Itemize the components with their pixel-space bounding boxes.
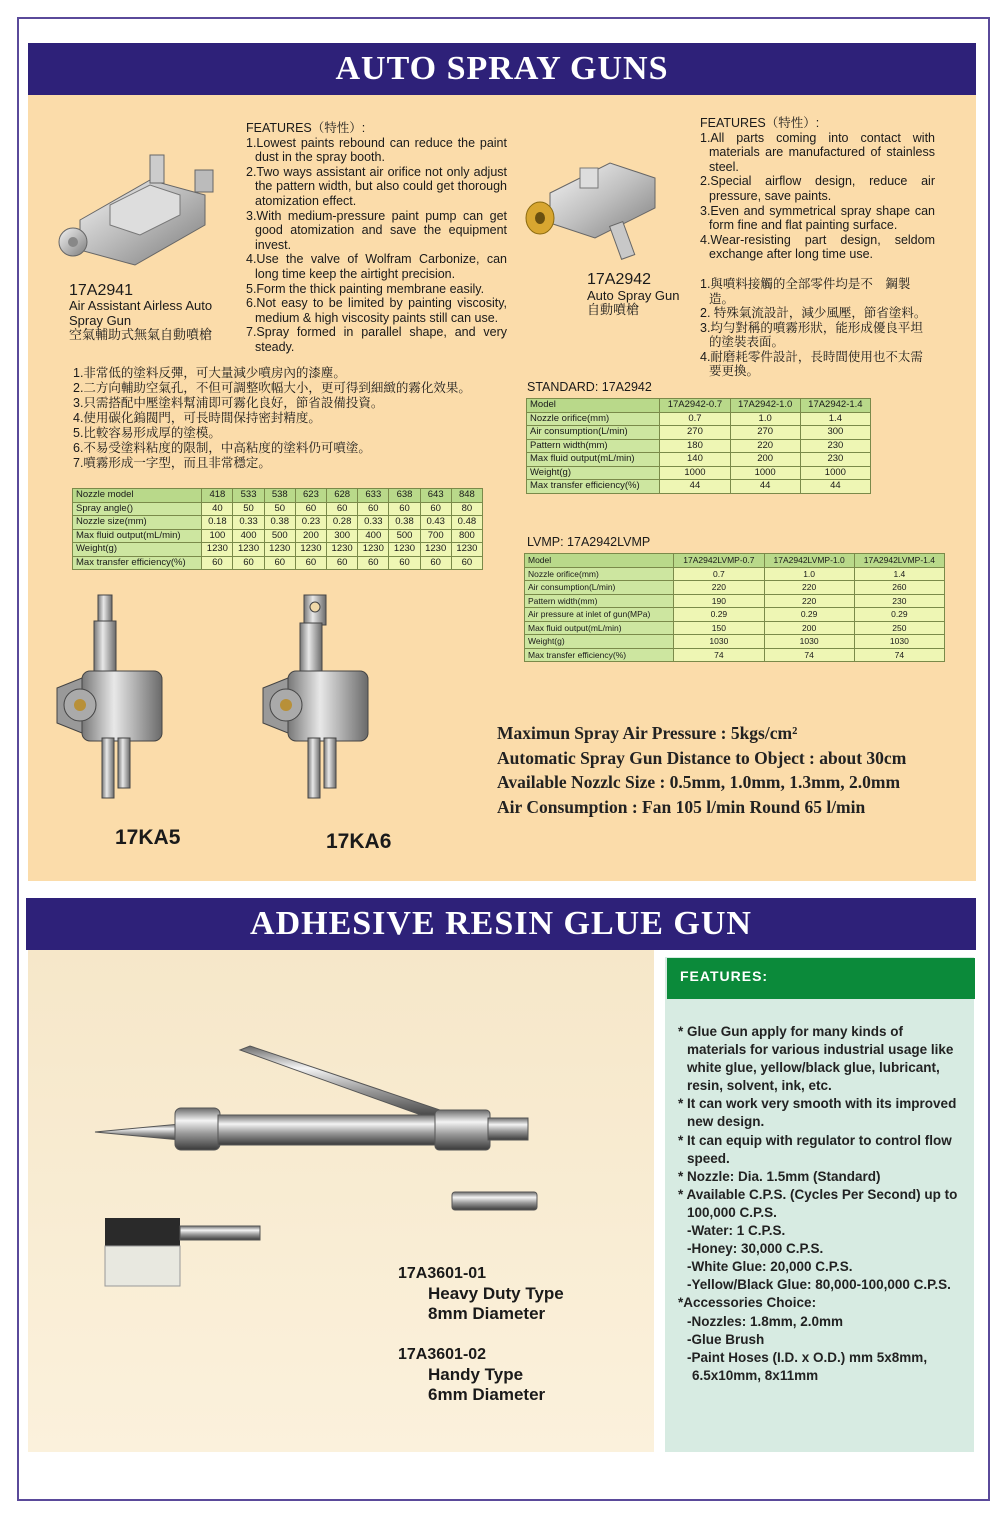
table-header-row <box>525 554 945 568</box>
gun1-desc-zh: 空氣輔助式無氣自動噴槍 <box>69 327 213 342</box>
table-cell: 230 <box>854 594 944 608</box>
table-cell: 40 <box>202 502 233 516</box>
table-cell: 60 <box>389 556 420 570</box>
glue-feature-12: -Glue Brush <box>687 1331 765 1347</box>
table-cell: 800 <box>451 529 482 543</box>
table-cell: 100 <box>202 529 233 543</box>
table-cell: 0.28 <box>327 516 358 530</box>
table-cell: 60 <box>295 502 326 516</box>
table-cell: 74 <box>854 648 944 662</box>
table-cell: 533 <box>233 489 264 503</box>
table-cell: 0.43 <box>420 516 451 530</box>
table-row <box>527 480 871 494</box>
table-cell: 1230 <box>451 543 482 557</box>
spray-gun-17a2941-image <box>55 150 220 270</box>
table-row-label: Weight(g) <box>527 466 660 480</box>
gun1-feature-zh-5: 5.比較容易形成厚的塗模。 <box>73 426 221 440</box>
glue-feature-7: -Honey: 30,000 C.P.S. <box>687 1241 824 1257</box>
table-cell: 1030 <box>764 635 854 649</box>
table-row <box>527 426 871 440</box>
table-cell: 60 <box>358 556 389 570</box>
table-cell: 700 <box>420 529 451 543</box>
table-row-label: Nozzle size(mm) <box>73 516 202 530</box>
table-row <box>527 453 871 467</box>
glue-type1-model: 17A3601-01 <box>398 1265 487 1282</box>
table-row-label: Nozzle orifice(mm) <box>527 412 660 426</box>
lvmp-spec-table <box>524 553 945 662</box>
table-cell: 150 <box>674 621 764 635</box>
table-row <box>73 502 483 516</box>
gun2-desc-zh: 自動噴槍 <box>587 302 640 317</box>
gun1-feature-zh-1: 1.非常低的塗料反彈，可大量減少噴房內的漆塵。 <box>73 366 346 380</box>
table-row-label: Max transfer efficiency(%) <box>73 556 202 570</box>
glue-feature-2: * It can work very smooth with its improved new design. <box>678 1096 957 1130</box>
table-cell: 1230 <box>264 543 295 557</box>
gun1-feature-7: 7.Spray formed in parallel shape, and very steady. <box>246 325 507 354</box>
glue-type2-size: 6mm Diameter <box>428 1385 546 1404</box>
spray-gun-17a2942-image <box>520 148 670 263</box>
spray-gun-17ka6-image <box>258 593 388 808</box>
table-cell: 220 <box>730 439 800 453</box>
gun1-feature-3: 3.With medium-pressure paint pump can get good atomization and save the equipment invest. <box>246 208 507 252</box>
table-cell: 0.33 <box>233 516 264 530</box>
table-cell: 300 <box>327 529 358 543</box>
gun2-feature-zh-4: 4.耐磨耗零件設計，長時間使用也不太需要更換。 <box>700 349 923 378</box>
table-row <box>73 529 483 543</box>
table-cell: 1000 <box>660 466 730 480</box>
gun1-features-zh <box>73 366 513 471</box>
table-cell: 17A2942LVMP-1.0 <box>764 554 854 568</box>
table-cell: 220 <box>674 581 764 595</box>
table-cell: 500 <box>264 529 295 543</box>
table-row-label: Weight(g) <box>73 543 202 557</box>
table-header-row <box>527 399 871 413</box>
glue-features-header <box>667 958 975 999</box>
glue-feature-8: -White Glue: 20,000 C.P.S. <box>687 1259 853 1275</box>
table-cell: 643 <box>420 489 451 503</box>
table-row-label: Pattern width(mm) <box>525 594 674 608</box>
table-row <box>525 635 945 649</box>
nozzle-spec-table <box>72 488 483 570</box>
table-cell: 0.33 <box>358 516 389 530</box>
table-cell: 180 <box>660 439 730 453</box>
spray-gun-17ka5-image <box>52 593 182 808</box>
gun2-features-title: FEATURES（特性）: <box>700 116 820 130</box>
table-row-label: Air consumption(L/min) <box>525 581 674 595</box>
table-row-label: Max transfer efficiency(%) <box>525 648 674 662</box>
table-cell: 633 <box>358 489 389 503</box>
gun2-feature-zh-2: 2. 特殊氣流設計，減少風壓，節省塗料。 <box>700 306 927 320</box>
table-cell: 0.48 <box>451 516 482 530</box>
table-row-label: Max fluid output(mL/min) <box>527 453 660 467</box>
glue-feature-1: * Glue Gun apply for many kinds of materials for various industrial usage like white glue, yellow/black glue, lubricant, resin, solvent, ink, etc. <box>678 1024 954 1094</box>
glue-type2-name: Handy Type <box>428 1365 524 1384</box>
table-row <box>527 439 871 453</box>
table-cell: 623 <box>295 489 326 503</box>
table-cell: 50 <box>264 502 295 516</box>
spray-spec-3: Available Nozzlc Size : 0.5mm, 1.0mm, 1.3mm, 2.0mm <box>497 772 901 792</box>
table-cell: 60 <box>420 502 451 516</box>
table-cell: 17A2942-0.7 <box>660 399 730 413</box>
table-row <box>525 608 945 622</box>
table-cell: 0.29 <box>854 608 944 622</box>
table-header-row <box>73 489 483 503</box>
gun1-feature-zh-2: 2.二方向輔助空氣孔，不但可調整吹幅大小，更可得到細緻的霧化效果。 <box>73 381 471 395</box>
table-cell: 74 <box>764 648 854 662</box>
table-row-label: Max fluid output(mL/min) <box>525 621 674 635</box>
table-cell: 60 <box>233 556 264 570</box>
table-cell: 1230 <box>358 543 389 557</box>
table-cell: 628 <box>327 489 358 503</box>
table-cell: 60 <box>295 556 326 570</box>
spray-spec-4: Air Consumption : Fan 105 l/min Round 65 l/min <box>497 796 866 817</box>
table-cell: 270 <box>660 426 730 440</box>
spray-spec-2: Automatic Spray Gun Distance to Object : about 30cm <box>497 747 907 768</box>
glue-gun-image <box>90 1040 550 1300</box>
table-row <box>525 621 945 635</box>
gun2-features <box>700 116 935 262</box>
glue-feature-3: * It can equip with regulator to control flow speed. <box>678 1132 952 1166</box>
glue-banner-title: ADHESIVE RESIN GLUE GUN <box>250 905 752 942</box>
table-cell: 220 <box>764 581 854 595</box>
table-cell: 60 <box>420 556 451 570</box>
table-cell: 230 <box>800 453 870 467</box>
gun1-feature-zh-4: 4.使用碳化鎢閥門，可長時間保持密封精度。 <box>73 411 321 425</box>
gun2-feature-zh-3: 3.均勻對稱的噴霧形狀，能形成優良平坦的塗裝表面。 <box>700 320 923 349</box>
table-row <box>527 412 871 426</box>
table-row-label: Weight(g) <box>525 635 674 649</box>
table-row <box>525 567 945 581</box>
gun1-features <box>246 121 507 355</box>
gun1-feature-4: 4.Use the valve of Wolfram Carbonize, can long time keep the airtight precision. <box>246 252 507 281</box>
gun1-desc-en: Air Assistant Airless Auto Spray Gun <box>69 298 213 328</box>
table-row-label: Nozzle model <box>73 489 202 503</box>
glue-type1-size: 8mm Diameter <box>428 1304 546 1323</box>
table-cell: 1230 <box>202 543 233 557</box>
table-row <box>525 594 945 608</box>
table-cell: 1.4 <box>854 567 944 581</box>
table-cell: 538 <box>264 489 295 503</box>
gun1-feature-6: 6.Not easy to be limited by painting viscosity, medium & high viscosity paints still can use. <box>246 296 507 325</box>
table-cell: 1230 <box>327 543 358 557</box>
auto-spray-guns-banner <box>28 43 976 95</box>
table-cell: 0.29 <box>674 608 764 622</box>
gun1-model: 17A2941 <box>69 282 134 299</box>
table-row-label: Max transfer efficiency(%) <box>527 480 660 494</box>
table-row-label: Model <box>527 399 660 413</box>
gun1-feature-zh-7: 7.噴霧形成一字型，而且非常穩定。 <box>73 456 271 470</box>
table-cell: 1.4 <box>800 412 870 426</box>
glue-features-title: FEATURES: <box>680 968 769 984</box>
table-cell: 80 <box>451 502 482 516</box>
gun2-feature-3: 3.Even and symmetrical spray shape can form fine and flat painting surface. <box>700 203 935 233</box>
table-cell: 1000 <box>800 466 870 480</box>
glue-type2 <box>398 1345 545 1405</box>
table-row <box>73 543 483 557</box>
table-cell: 17A2942-1.4 <box>800 399 870 413</box>
table-cell: 0.38 <box>389 516 420 530</box>
glue-feature-6: -Water: 1 C.P.S. <box>687 1223 786 1239</box>
glue-gun-banner <box>26 898 976 950</box>
spray-specs <box>497 721 957 819</box>
table-cell: 0.7 <box>674 567 764 581</box>
gun2-feature-zh-1: 1.與噴料接觸的全部零件均是不 鋼製造。 <box>700 277 911 306</box>
table-cell: 60 <box>327 556 358 570</box>
ka6-label: 17KA6 <box>326 830 392 853</box>
table-cell: 74 <box>674 648 764 662</box>
table-cell: 400 <box>233 529 264 543</box>
table-cell: 418 <box>202 489 233 503</box>
table-cell: 270 <box>730 426 800 440</box>
table-cell: 17A2942LVMP-0.7 <box>674 554 764 568</box>
table-cell: 220 <box>764 594 854 608</box>
table-cell: 1030 <box>674 635 764 649</box>
gun1-feature-1: 1.Lowest paints rebound can reduce the paint dust in the spray booth. <box>246 135 507 165</box>
table-cell: 0.29 <box>764 608 854 622</box>
table-row-label: Air consumption(L/min) <box>527 426 660 440</box>
table-row-label: Air pressure at inlet of gun(MPa) <box>525 608 674 622</box>
table-row-label: Model <box>525 554 674 568</box>
glue-feature-10: *Accessories Choice: <box>678 1295 817 1311</box>
table-cell: 638 <box>389 489 420 503</box>
lvmp-title: LVMP: 17A2942LVMP <box>527 535 651 549</box>
gun2-model: 17A2942 <box>587 271 652 288</box>
table-row-label: Spray angle() <box>73 502 202 516</box>
gun1-feature-zh-6: 6.不易受塗料粘度的限制，中高粘度的塗料仍可噴塗。 <box>73 441 371 455</box>
table-cell: 60 <box>202 556 233 570</box>
table-cell: 0.18 <box>202 516 233 530</box>
gun2-features-zh <box>700 277 935 379</box>
table-row-label: Pattern width(mm) <box>527 439 660 453</box>
table-cell: 44 <box>800 480 870 494</box>
table-cell: 44 <box>660 480 730 494</box>
table-cell: 1230 <box>295 543 326 557</box>
table-row-label: Max fluid output(mL/min) <box>73 529 202 543</box>
gun1-feature-2: 2.Two ways assistant air orifice not only adjust the pattern width, but also could get thorough atomization effect. <box>246 164 507 208</box>
glue-feature-5: * Available C.P.S. (Cycles Per Second) up to 100,000 C.P.S. <box>678 1186 958 1220</box>
table-row <box>525 581 945 595</box>
banner-title: AUTO SPRAY GUNS <box>335 50 669 87</box>
table-cell: 0.23 <box>295 516 326 530</box>
table-cell: 0.7 <box>660 412 730 426</box>
glue-feature-4: * Nozzle: Dia. 1.5mm (Standard) <box>678 1168 881 1184</box>
table-cell: 1.0 <box>764 567 854 581</box>
table-cell: 60 <box>389 502 420 516</box>
table-cell: 848 <box>451 489 482 503</box>
standard-title: STANDARD: 17A2942 <box>527 380 652 394</box>
table-cell: 60 <box>264 556 295 570</box>
gun1-feature-5: 5.Form the thick painting membrane easily. <box>246 281 485 296</box>
table-cell: 60 <box>327 502 358 516</box>
table-cell: 60 <box>358 502 389 516</box>
gun2-feature-1: 1.All parts coming into contact with materials are manufactured of stainless steel. <box>700 130 935 174</box>
table-cell: 44 <box>730 480 800 494</box>
table-cell: 400 <box>358 529 389 543</box>
ka5-label: 17KA5 <box>115 826 181 849</box>
table-cell: 200 <box>295 529 326 543</box>
table-cell: 1230 <box>233 543 264 557</box>
table-cell: 17A2942LVMP-1.4 <box>854 554 944 568</box>
glue-feature-11: -Nozzles: 1.8mm, 2.0mm <box>687 1313 844 1329</box>
gun2-feature-2: 2.Special airflow design, reduce air pressure, save paints. <box>700 174 935 203</box>
table-cell: 17A2942-1.0 <box>730 399 800 413</box>
glue-type2-model: 17A3601-02 <box>398 1346 487 1363</box>
spray-spec-1: Maximun Spray Air Pressure : 5kgs/cm² <box>497 723 798 743</box>
table-cell: 230 <box>800 439 870 453</box>
glue-type1-name: Heavy Duty Type <box>428 1284 564 1303</box>
gun2-desc-en: Auto Spray Gun <box>587 288 680 303</box>
standard-spec-table <box>526 398 871 494</box>
table-cell: 190 <box>674 594 764 608</box>
gun1-features-title: FEATURES（特性）: <box>246 121 366 135</box>
table-cell: 300 <box>800 426 870 440</box>
table-cell: 500 <box>389 529 420 543</box>
glue-type1 <box>398 1264 564 1324</box>
table-cell: 1.0 <box>730 412 800 426</box>
table-cell: 260 <box>854 581 944 595</box>
table-row-label: Nozzle orifice(mm) <box>525 567 674 581</box>
table-row <box>525 648 945 662</box>
table-cell: 50 <box>233 502 264 516</box>
table-row <box>527 466 871 480</box>
glue-feature-13: -Paint Hoses (I.D. x O.D.) mm 5x8mm, 6.5x10mm, 8x11mm <box>687 1349 928 1383</box>
table-cell: 200 <box>764 621 854 635</box>
gun1-feature-zh-3: 3.只需搭配中壓塗料幫浦即可霧化良好，節省設備投資。 <box>73 396 384 410</box>
table-row <box>73 556 483 570</box>
table-cell: 1230 <box>420 543 451 557</box>
glue-features-list <box>678 1023 958 1385</box>
glue-feature-9: -Yellow/Black Glue: 80,000-100,000 C.P.S. <box>687 1277 951 1293</box>
table-row <box>73 516 483 530</box>
table-cell: 0.38 <box>264 516 295 530</box>
table-cell: 250 <box>854 621 944 635</box>
table-cell: 1000 <box>730 466 800 480</box>
table-cell: 1230 <box>389 543 420 557</box>
table-cell: 1030 <box>854 635 944 649</box>
table-cell: 140 <box>660 453 730 467</box>
table-cell: 200 <box>730 453 800 467</box>
table-cell: 60 <box>451 556 482 570</box>
gun2-feature-4: 4.Wear-resisting part design, seldom exchange after long time use. <box>700 232 935 262</box>
